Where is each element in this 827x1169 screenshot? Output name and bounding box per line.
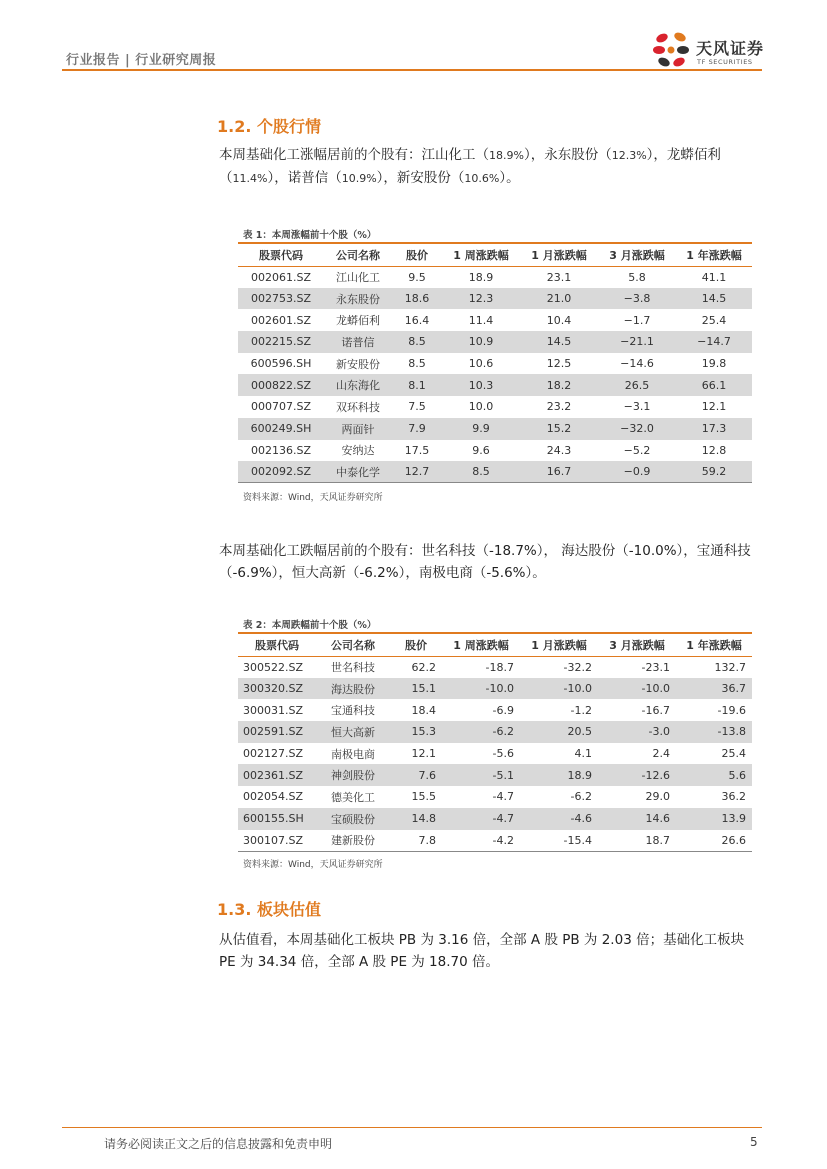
table-cell: 江山化工 xyxy=(336,271,380,285)
table-cell: 10.9 xyxy=(442,331,520,353)
table-cell: 002092.SZ xyxy=(238,461,324,483)
table-cell: 14.5 xyxy=(520,331,598,353)
table-cell: 12.8 xyxy=(701,443,727,457)
table-cell: -6.2 xyxy=(442,721,520,743)
column-header: 3 月涨跌幅 xyxy=(598,244,676,266)
table-cell: 25.4 xyxy=(701,313,727,327)
table-cell: 8.5 xyxy=(392,331,442,353)
table-cell: 15.5 xyxy=(411,790,436,804)
table-cell: 002061.SZ xyxy=(250,270,311,284)
table1-caption: 表 1：本周涨幅前十个股（%） xyxy=(243,230,377,241)
table-row xyxy=(238,309,752,331)
column-header: 1 年涨跌幅 xyxy=(676,634,752,656)
table-cell: 世名科技 xyxy=(331,661,375,675)
table-row xyxy=(238,656,752,678)
logo-flower-icon xyxy=(652,30,694,70)
table-cell: 10.3 xyxy=(442,374,520,396)
table-cell: −3.1 xyxy=(623,400,651,414)
table-cell: 宝通科技 xyxy=(331,704,375,718)
table-row xyxy=(238,331,752,353)
table-cell: 19.8 xyxy=(701,357,727,371)
table-cell: 5.8 xyxy=(628,270,646,284)
table2-source: 资料来源：Wind，天风证券研究所 xyxy=(243,860,383,870)
table-cell: -10.0 xyxy=(442,678,520,700)
table-cell: -6.2 xyxy=(570,790,592,804)
percent-value: 10.9% xyxy=(341,172,377,185)
table-row xyxy=(238,721,752,743)
table-cell: 002361.SZ xyxy=(238,764,316,786)
footer-disclaimer: 请务必阅读正文之后的信息披露和免责申明 xyxy=(104,1137,333,1151)
gainers-paragraph xyxy=(219,144,764,190)
column-header: 1 月涨跌幅 xyxy=(520,634,598,656)
table-cell: 4.1 xyxy=(574,747,592,761)
table-cell: 7.8 xyxy=(390,830,442,852)
logo-text-cn: 天风证券 xyxy=(696,39,765,58)
column-header: 股票代码 xyxy=(238,244,324,266)
table-cell: 000707.SZ xyxy=(250,400,311,414)
table-row xyxy=(238,288,752,310)
table-cell: 18.6 xyxy=(392,288,442,310)
table-row xyxy=(238,374,752,396)
table-cell: 南极电商 xyxy=(331,747,375,761)
table-cell: -18.7 xyxy=(485,660,514,674)
table-cell: 21.0 xyxy=(520,288,598,310)
table-cell: 中泰化学 xyxy=(324,461,392,483)
table-cell: -23.1 xyxy=(641,660,670,674)
table-cell: -5.6 xyxy=(492,747,514,761)
table-cell: 12.5 xyxy=(546,357,572,371)
table-cell: -3.0 xyxy=(598,721,676,743)
gainers-table xyxy=(238,244,752,483)
table-cell: 14.6 xyxy=(598,808,676,830)
table-cell: 12.1 xyxy=(411,747,436,761)
table-cell: 14.8 xyxy=(390,808,442,830)
table-cell: 13.9 xyxy=(676,808,752,830)
table-cell: 18.9 xyxy=(468,270,494,284)
table-cell: 36.2 xyxy=(721,790,746,804)
table-cell: 600155.SH xyxy=(238,808,316,830)
table-cell: 15.1 xyxy=(390,678,442,700)
table-cell: 神剑股份 xyxy=(316,764,390,786)
table-cell: 26.6 xyxy=(676,830,752,852)
table-row xyxy=(238,764,752,786)
table-cell: 000822.SZ xyxy=(238,374,324,396)
table-cell: -12.6 xyxy=(598,764,676,786)
table-cell: 16.7 xyxy=(520,461,598,483)
table-cell: 16.4 xyxy=(404,313,430,327)
table-cell: 25.4 xyxy=(721,747,746,761)
table-cell: −14.7 xyxy=(676,331,752,353)
footer-rule xyxy=(62,1127,762,1128)
table-row xyxy=(238,461,752,483)
table-cell: 15.2 xyxy=(520,418,598,440)
report-type-label: 行业报告 | 行业研究周报 xyxy=(66,53,217,68)
text-segment: ），龙蟒佰利（ xyxy=(219,147,721,186)
table-cell: 002753.SZ xyxy=(238,288,324,310)
table-cell: 18.9 xyxy=(520,764,598,786)
table-cell: 18.7 xyxy=(598,830,676,852)
table-cell: 002591.SZ xyxy=(238,721,316,743)
table1-source: 资料来源：Wind，天风证券研究所 xyxy=(243,493,383,503)
table-cell: 新安股份 xyxy=(336,357,380,371)
table-cell: 山东海化 xyxy=(324,374,392,396)
table-cell: 9.6 xyxy=(472,443,490,457)
table-cell: 海达股份 xyxy=(316,678,390,700)
column-header: 公司名称 xyxy=(324,244,392,266)
table-cell: 300031.SZ xyxy=(243,703,304,717)
table-cell: 诺普信 xyxy=(324,331,392,353)
table-cell: 9.5 xyxy=(408,270,426,284)
table-cell: 龙蟒佰利 xyxy=(336,314,380,328)
logo-text-en: TF SECURITIES xyxy=(697,58,753,66)
table-cell: 17.3 xyxy=(676,418,752,440)
percent-value: 12.3% xyxy=(611,149,647,162)
table-cell: 安纳达 xyxy=(341,444,375,458)
table-cell: 8.5 xyxy=(408,357,426,371)
table-cell: 14.5 xyxy=(676,288,752,310)
table-cell: 002054.SZ xyxy=(243,790,304,804)
table-cell: -4.7 xyxy=(442,808,520,830)
table-cell: 59.2 xyxy=(676,461,752,483)
table-cell: 恒大高新 xyxy=(316,721,390,743)
table-row xyxy=(238,266,752,288)
table-cell: −1.7 xyxy=(623,313,651,327)
table-row xyxy=(238,786,752,808)
table-cell: -32.2 xyxy=(563,660,592,674)
table-cell: 德美化工 xyxy=(331,790,375,804)
column-header: 3 月涨跌幅 xyxy=(598,634,676,656)
table-cell: −21.1 xyxy=(598,331,676,353)
table-cell: 7.5 xyxy=(408,400,426,414)
table-cell: 8.1 xyxy=(392,374,442,396)
table-row xyxy=(238,699,752,721)
table-cell: 300107.SZ xyxy=(238,830,316,852)
percent-value: 18.9% xyxy=(489,149,524,162)
column-header: 1 周涨跌幅 xyxy=(442,244,520,266)
table-cell: 7.6 xyxy=(390,764,442,786)
table-cell: 002215.SZ xyxy=(238,331,324,353)
table-cell: 18.4 xyxy=(411,703,436,717)
table-cell: 132.7 xyxy=(714,660,746,674)
page-number: 5 xyxy=(750,1135,758,1149)
table-cell: 600249.SH xyxy=(238,418,324,440)
table-cell: 11.4 xyxy=(468,313,494,327)
table-cell: 2.4 xyxy=(652,747,670,761)
table-row xyxy=(238,808,752,830)
table-cell: 300522.SZ xyxy=(243,660,304,674)
table-cell: -10.0 xyxy=(598,678,676,700)
table-cell: 建新股份 xyxy=(316,830,390,852)
table-cell: 36.7 xyxy=(676,678,752,700)
table-cell: 10.0 xyxy=(468,400,494,414)
column-header: 1 年涨跌幅 xyxy=(676,244,752,266)
table-cell: -1.2 xyxy=(570,703,592,717)
table-cell: 8.5 xyxy=(442,461,520,483)
table-cell: 宝硕股份 xyxy=(316,808,390,830)
table-cell: 17.5 xyxy=(404,443,430,457)
table-cell: 7.9 xyxy=(392,418,442,440)
table-row xyxy=(238,396,752,418)
section-title-1-2: 1.2. 个股行情 xyxy=(217,117,321,136)
table-cell: 600596.SH xyxy=(250,357,312,371)
table-row xyxy=(238,678,752,700)
table-row xyxy=(238,353,752,375)
table-cell: −14.6 xyxy=(620,357,654,371)
column-header: 股票代码 xyxy=(238,634,316,656)
table-cell: 20.5 xyxy=(520,721,598,743)
table-cell: 10.4 xyxy=(546,313,572,327)
section-title-1-3: 1.3. 板块估值 xyxy=(217,900,321,919)
table-cell: 002127.SZ xyxy=(243,747,304,761)
table-cell: 12.7 xyxy=(392,461,442,483)
table2-caption: 表 2：本周跌幅前十个股（%） xyxy=(243,620,377,631)
percent-value: 11.4% xyxy=(232,172,268,185)
table-cell: −32.0 xyxy=(598,418,676,440)
table-cell: −3.8 xyxy=(598,288,676,310)
losers-paragraph: 本周基础化工跌幅居前的个股有：世名科技（-18.7%）， 海达股份（-10.0%），宝通科技（-6.9%），恒大高新（-6.2%），南极电商（-5.6%）。 xyxy=(219,543,751,581)
table-cell: 9.9 xyxy=(442,418,520,440)
table-cell: 双环科技 xyxy=(336,400,380,414)
column-header: 股价 xyxy=(392,244,442,266)
table-cell: 永东股份 xyxy=(324,288,392,310)
table-cell: -4.2 xyxy=(442,830,520,852)
table-cell: 10.6 xyxy=(468,357,494,371)
table-cell: 15.3 xyxy=(390,721,442,743)
column-header: 股价 xyxy=(390,634,442,656)
table-cell: 62.2 xyxy=(411,660,436,674)
text-segment: ），诺普信（ xyxy=(267,170,342,186)
table-cell: -4.7 xyxy=(492,790,514,804)
table-cell: 5.6 xyxy=(676,764,752,786)
text-segment: 本周基础化工涨幅居前的个股有：江山化工（ xyxy=(219,147,489,163)
text-segment: ）。 xyxy=(499,170,520,186)
table-cell: 002136.SZ xyxy=(250,443,311,457)
column-header: 1 周涨跌幅 xyxy=(442,634,520,656)
text-segment: ），新安股份（ xyxy=(376,170,465,186)
table-cell: 23.1 xyxy=(546,270,572,284)
table-cell: −0.9 xyxy=(598,461,676,483)
table-cell: -4.6 xyxy=(520,808,598,830)
table-cell: -10.0 xyxy=(520,678,598,700)
table-cell: -19.6 xyxy=(717,703,746,717)
table-cell: -15.4 xyxy=(520,830,598,852)
table-cell: 41.1 xyxy=(701,270,727,284)
table-cell: -6.9 xyxy=(492,703,514,717)
table-cell: -13.8 xyxy=(676,721,752,743)
company-logo xyxy=(652,30,765,68)
column-header: 1 月涨跌幅 xyxy=(520,244,598,266)
table-row xyxy=(238,440,752,462)
column-header: 公司名称 xyxy=(316,634,390,656)
percent-value: 10.6% xyxy=(464,172,500,185)
table-row xyxy=(238,418,752,440)
text-segment: ），永东股份（ xyxy=(523,147,612,163)
valuation-paragraph: 从估值看，本周基础化工板块 PB 为 3.16 倍，全部 A 股 PB 为 2.03 倍；基础化工板块 PE 为 34.34 倍，全部 A 股 PE 为 18.70 倍。 xyxy=(219,932,745,970)
table-cell: 24.3 xyxy=(546,443,572,457)
table-cell: 23.2 xyxy=(546,400,572,414)
table-cell: 66.1 xyxy=(676,374,752,396)
table-cell: -16.7 xyxy=(641,703,670,717)
table-cell: 12.1 xyxy=(701,400,727,414)
table-cell: −5.2 xyxy=(623,443,651,457)
table-row xyxy=(238,743,752,765)
table-cell: 29.0 xyxy=(645,790,670,804)
table-cell: -5.1 xyxy=(442,764,520,786)
losers-table xyxy=(238,634,752,852)
table-row xyxy=(238,830,752,852)
header-rule xyxy=(62,69,762,71)
table-cell: 12.3 xyxy=(442,288,520,310)
table-cell: 26.5 xyxy=(598,374,676,396)
table-cell: 300320.SZ xyxy=(238,678,316,700)
table-cell: 18.2 xyxy=(520,374,598,396)
table-cell: 两面针 xyxy=(324,418,392,440)
table-cell: 002601.SZ xyxy=(250,313,311,327)
